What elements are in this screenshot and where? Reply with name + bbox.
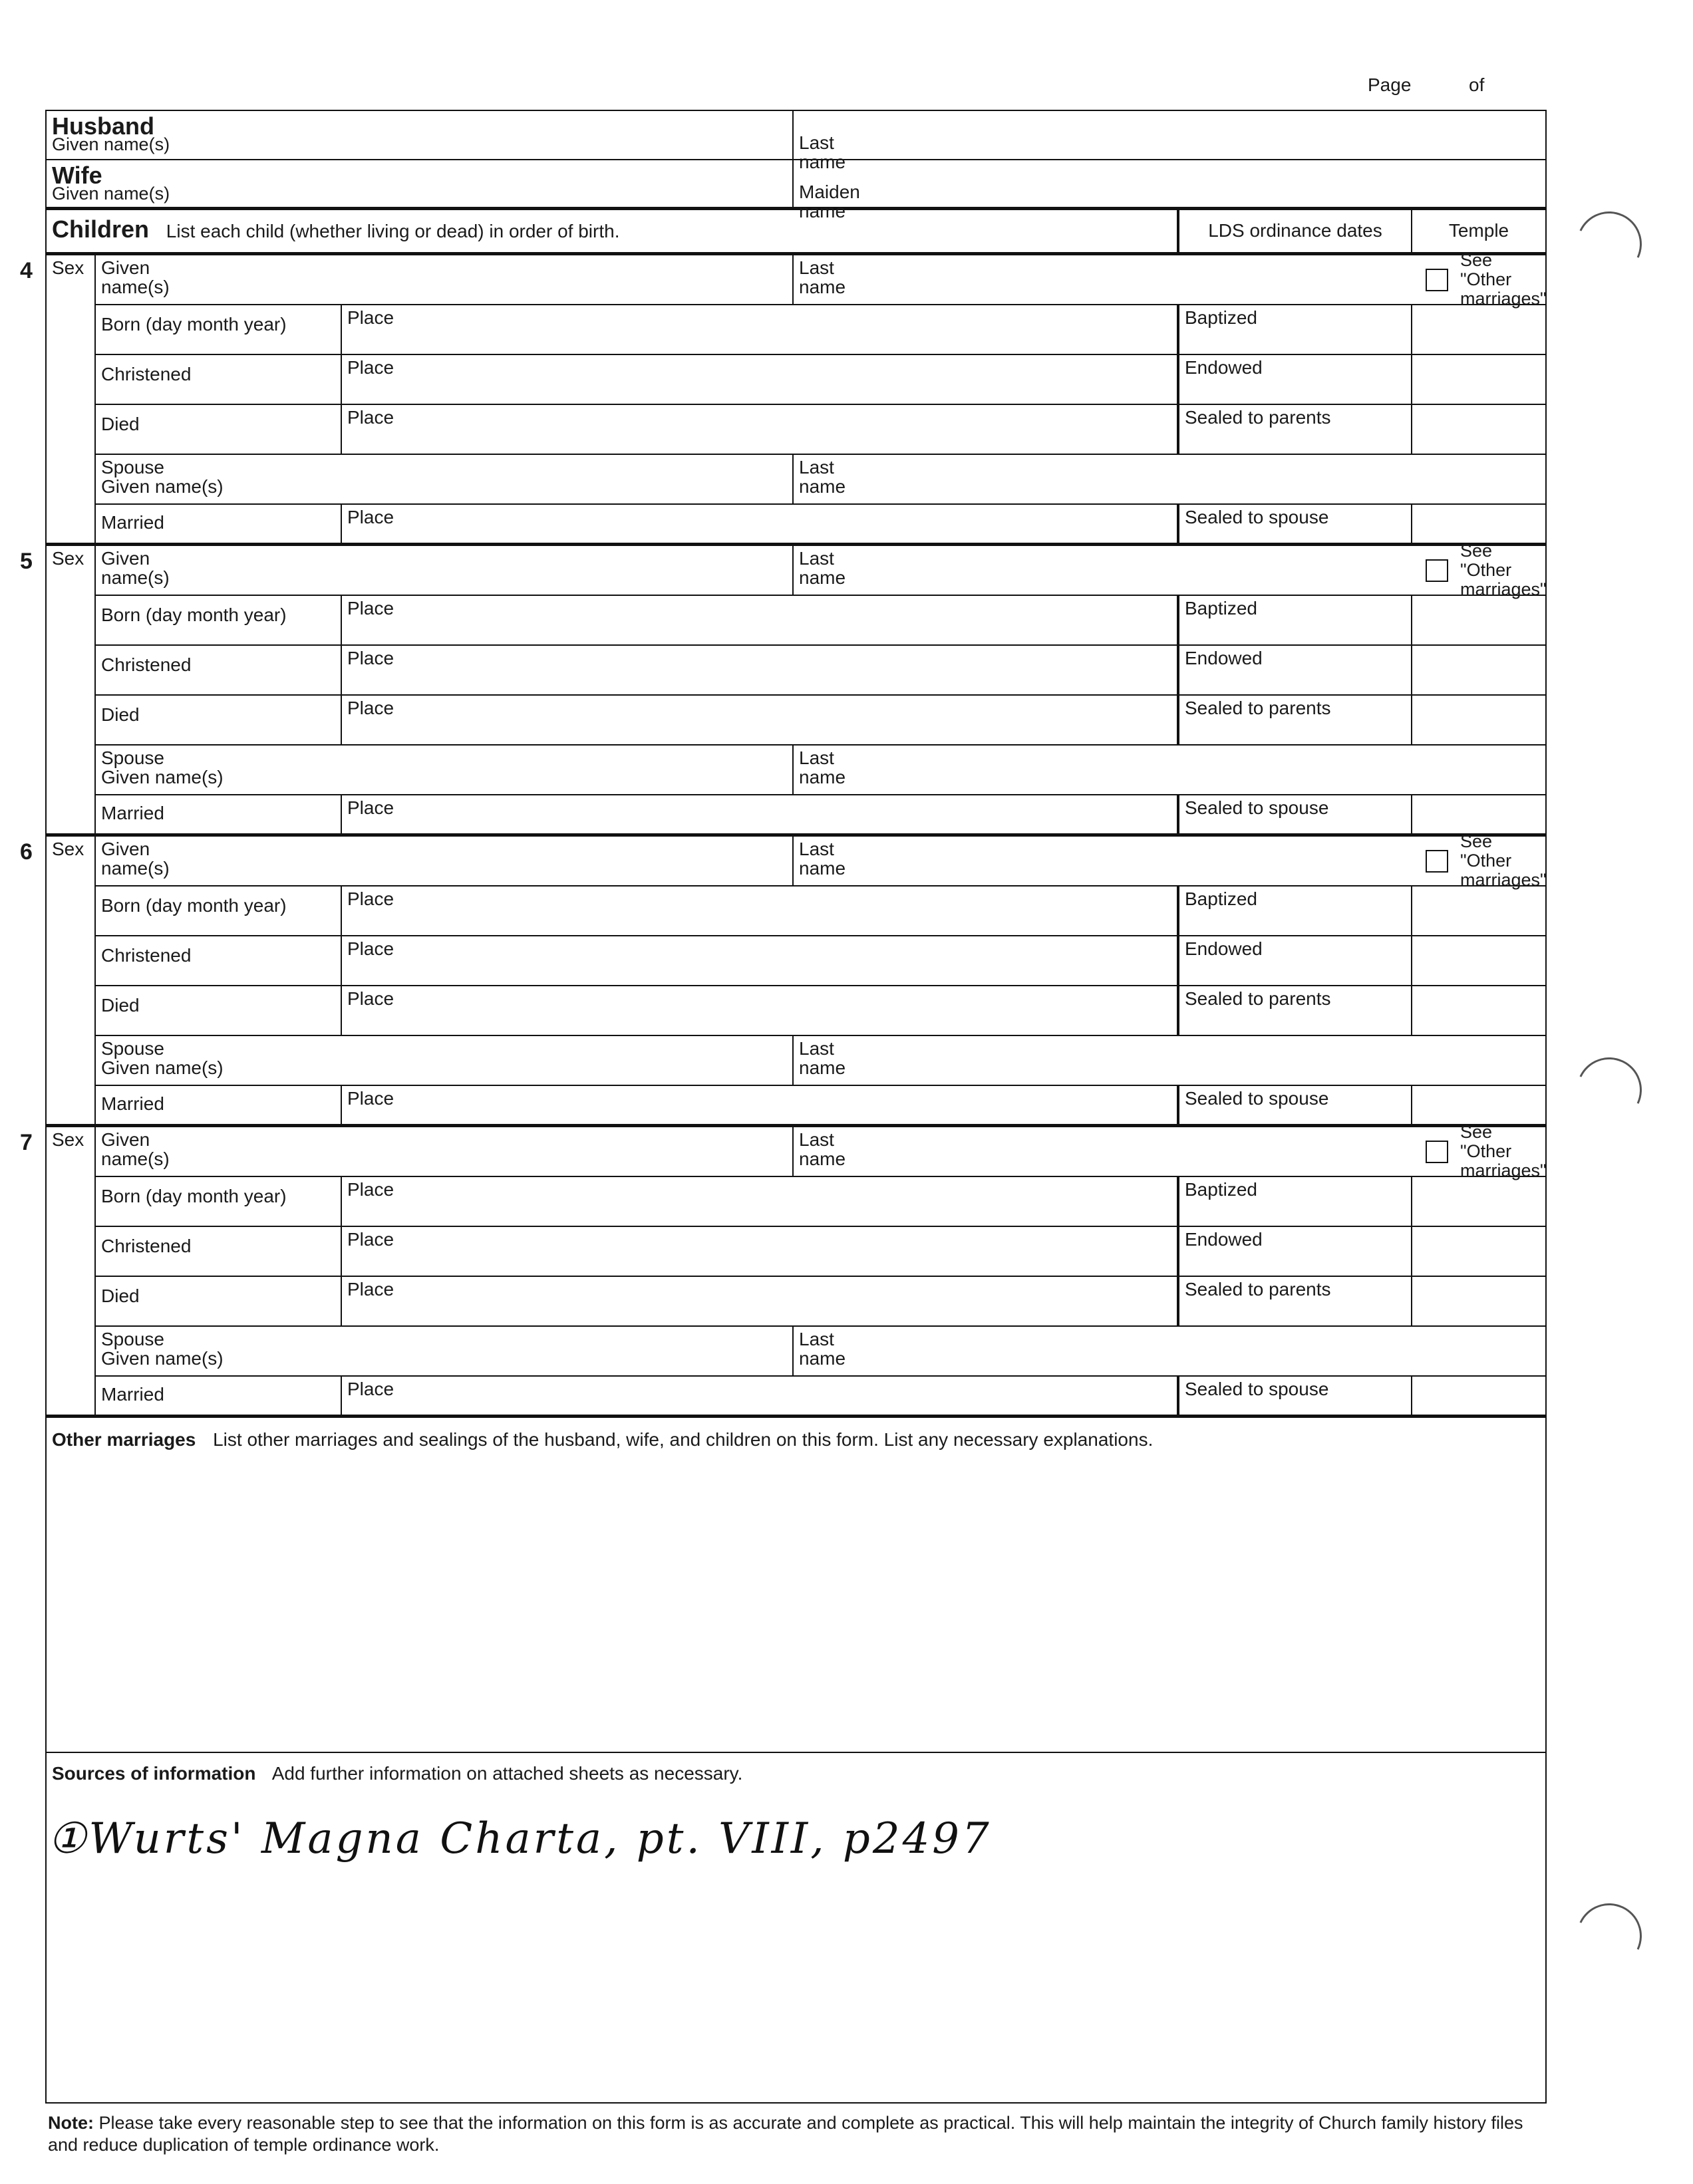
sealed_parents-date-field[interactable]: Sealed to parents: [1179, 405, 1412, 455]
hole-punch: [1567, 1894, 1651, 1978]
christened-place-field[interactable]: Place: [342, 355, 1179, 405]
husband-given-label: Given name(s): [52, 134, 170, 154]
christened-place-field[interactable]: Place: [342, 646, 1179, 696]
spouse-last-field[interactable]: Last name: [794, 1327, 1545, 1377]
family-group-form: [20, 110, 1547, 2104]
died-place-field[interactable]: Place: [342, 986, 1179, 1036]
died-place-field[interactable]: Place: [342, 1277, 1179, 1327]
note-label: Note:: [48, 2113, 94, 2133]
see-other-label: See "Other marriages": [1460, 831, 1547, 890]
born-field[interactable]: Born (day month year): [96, 887, 342, 936]
married-place-field[interactable]: Place: [342, 505, 1179, 546]
sealed_parents-date-field[interactable]: Sealed to parents: [1179, 986, 1412, 1036]
endowed-date-field[interactable]: Endowed: [1179, 936, 1412, 986]
wife-maiden-field[interactable]: [794, 160, 1545, 221]
christened-field[interactable]: Christened: [96, 936, 342, 986]
page-label: Page: [1368, 74, 1412, 95]
married-field[interactable]: Married: [96, 505, 342, 546]
spouse-last-field[interactable]: Last name: [794, 746, 1545, 795]
sealed_parents-temple-field[interactable]: [1412, 696, 1545, 746]
hole-punch: [1567, 1048, 1651, 1132]
children-instructions: List each child (whether living or dead) in order of birth.: [166, 221, 620, 241]
child-block: [20, 250, 1547, 546]
sealed-spouse-date-field[interactable]: Sealed to spouse: [1179, 1086, 1412, 1127]
born-place-field[interactable]: Place: [342, 596, 1179, 646]
sources-section[interactable]: [47, 1753, 1545, 2103]
child-last-field[interactable]: Last name: [794, 546, 1412, 596]
christened-place-field[interactable]: Place: [342, 936, 1179, 986]
child-given-field[interactable]: Given name(s): [96, 1127, 794, 1177]
see-other-checkbox[interactable]: [1426, 1141, 1448, 1163]
see-other-marriages[interactable]: [1412, 831, 1547, 890]
sealed-spouse-date-field[interactable]: Sealed to spouse: [1179, 505, 1412, 546]
other-marriages-section[interactable]: [47, 1419, 1545, 1753]
hole-punch: [1567, 202, 1651, 286]
married-place-field[interactable]: Place: [342, 1377, 1179, 1418]
child-block: [20, 1122, 1547, 1418]
child-number: 4: [20, 258, 33, 283]
endowed-temple-field[interactable]: [1412, 646, 1545, 696]
other-marriages-instructions: List other marriages and sealings of the husband, wife, and children on this form. List any necessary explanations.: [213, 1429, 1154, 1450]
married-field[interactable]: Married: [96, 1086, 342, 1127]
endowed-date-field[interactable]: Endowed: [1179, 1227, 1412, 1277]
child-number: 7: [20, 1130, 33, 1155]
children-title: Children: [52, 215, 150, 243]
child-given-field[interactable]: Given name(s): [96, 837, 794, 887]
child-given-field[interactable]: Given name(s): [96, 255, 794, 305]
child-number: 6: [20, 839, 33, 865]
born-place-field[interactable]: Place: [342, 1177, 1179, 1227]
child-given-field[interactable]: Given name(s): [96, 546, 794, 596]
children-header: [47, 210, 1179, 255]
sealed_parents-temple-field[interactable]: [1412, 986, 1545, 1036]
wife-given-label: Given name(s): [52, 184, 170, 204]
sealed-spouse-temple-field[interactable]: [1412, 505, 1545, 546]
baptized-date-field[interactable]: Baptized: [1179, 596, 1412, 646]
baptized-date-field[interactable]: Baptized: [1179, 1177, 1412, 1227]
spouse-given-field[interactable]: Spouse Given name(s): [96, 1327, 794, 1377]
baptized-temple-field[interactable]: [1412, 305, 1545, 355]
baptized-temple-field[interactable]: [1412, 887, 1545, 936]
sealed_parents-date-field[interactable]: Sealed to parents: [1179, 1277, 1412, 1327]
married-place-field[interactable]: Place: [342, 1086, 1179, 1127]
child-last-field[interactable]: Last name: [794, 1127, 1412, 1177]
married-place-field[interactable]: Place: [342, 795, 1179, 837]
child-last-field[interactable]: Last name: [794, 837, 1412, 887]
see-other-checkbox[interactable]: [1426, 850, 1448, 873]
born-field[interactable]: Born (day month year): [96, 1177, 342, 1227]
lds-ordinance-header: LDS ordinance dates: [1179, 210, 1412, 255]
endowed-date-field[interactable]: Endowed: [1179, 355, 1412, 405]
spouse-given-field[interactable]: Spouse Given name(s): [96, 455, 794, 505]
sealed_parents-temple-field[interactable]: [1412, 1277, 1545, 1327]
spouse-given-field[interactable]: Spouse Given name(s): [96, 1036, 794, 1086]
sealed-spouse-date-field[interactable]: Sealed to spouse: [1179, 795, 1412, 837]
born-place-field[interactable]: Place: [342, 305, 1179, 355]
husband-given-field[interactable]: [47, 111, 794, 160]
sealed-spouse-temple-field[interactable]: [1412, 795, 1545, 837]
endowed-temple-field[interactable]: [1412, 1227, 1545, 1277]
died-field[interactable]: Died: [96, 986, 342, 1036]
baptized-date-field[interactable]: Baptized: [1179, 305, 1412, 355]
husband-last-field[interactable]: [794, 111, 1545, 172]
baptized-temple-field[interactable]: [1412, 596, 1545, 646]
sources-title: Sources of information: [52, 1763, 256, 1784]
wife-title: Wife: [52, 162, 102, 189]
sources-instructions: Add further information on attached sheets as necessary.: [271, 1763, 743, 1784]
died-place-field[interactable]: Place: [342, 696, 1179, 746]
footer-note: [48, 2112, 1545, 2156]
sealed-spouse-temple-field[interactable]: [1412, 1377, 1545, 1418]
endowed-date-field[interactable]: Endowed: [1179, 646, 1412, 696]
wife-given-field[interactable]: [47, 160, 794, 210]
sealed_parents-date-field[interactable]: Sealed to parents: [1179, 696, 1412, 746]
see-other-marriages[interactable]: [1412, 250, 1547, 309]
child-block: [20, 541, 1547, 837]
endowed-temple-field[interactable]: [1412, 936, 1545, 986]
see-other-checkbox[interactable]: [1426, 559, 1448, 582]
died-field[interactable]: Died: [96, 405, 342, 455]
spouse-last-field[interactable]: Last name: [794, 455, 1545, 505]
sealed-spouse-date-field[interactable]: Sealed to spouse: [1179, 1377, 1412, 1418]
died-field[interactable]: Died: [96, 696, 342, 746]
sex-field[interactable]: Sex: [47, 255, 96, 546]
child-last-field[interactable]: Last name: [794, 255, 1412, 305]
born-place-field[interactable]: Place: [342, 887, 1179, 936]
died-place-field[interactable]: Place: [342, 405, 1179, 455]
child-block: [20, 831, 1547, 1127]
christened-place-field[interactable]: Place: [342, 1227, 1179, 1277]
see-other-marriages[interactable]: [1412, 541, 1547, 599]
christened-field[interactable]: Christened: [96, 355, 342, 405]
christened-field[interactable]: Christened: [96, 646, 342, 696]
see-other-checkbox[interactable]: [1426, 269, 1448, 291]
of-label: of: [1469, 74, 1485, 95]
married-field[interactable]: Married: [96, 1377, 342, 1418]
see-other-label: See "Other marriages": [1460, 541, 1547, 599]
died-field[interactable]: Died: [96, 1277, 342, 1327]
husband-title: Husband: [52, 112, 155, 140]
sealed-spouse-temple-field[interactable]: [1412, 1086, 1545, 1127]
spouse-last-field[interactable]: Last name: [794, 1036, 1545, 1086]
sex-field[interactable]: Sex: [47, 546, 96, 837]
born-field[interactable]: Born (day month year): [96, 596, 342, 646]
endowed-temple-field[interactable]: [1412, 355, 1545, 405]
see-other-label: See "Other marriages": [1460, 1122, 1547, 1180]
baptized-temple-field[interactable]: [1412, 1177, 1545, 1227]
sex-field[interactable]: Sex: [47, 837, 96, 1127]
born-field[interactable]: Born (day month year): [96, 305, 342, 355]
temple-header: Temple: [1412, 210, 1545, 255]
spouse-given-field[interactable]: Spouse Given name(s): [96, 746, 794, 795]
see-other-marriages[interactable]: [1412, 1122, 1547, 1180]
wife-maiden-label: Maiden name: [799, 182, 860, 221]
handwritten-source-entry: ①Wurts' Magna Charta, pt. VIII, p2497: [48, 1814, 992, 1863]
sealed_parents-temple-field[interactable]: [1412, 405, 1545, 455]
see-other-label: See "Other marriages": [1460, 250, 1547, 309]
child-number: 5: [20, 549, 33, 574]
other-marriages-title: Other marriages: [52, 1429, 196, 1450]
sex-field[interactable]: Sex: [47, 1127, 96, 1418]
married-field[interactable]: Married: [96, 795, 342, 837]
husband-last-label: Last name: [799, 132, 846, 172]
baptized-date-field[interactable]: Baptized: [1179, 887, 1412, 936]
note-text: Please take every reasonable step to see that the information on this form is as accurate and complete as practical. This will help maintain the integrity of Church family history files and reduce duplication of temple ordinance work.: [48, 2113, 1523, 2155]
christened-field[interactable]: Christened: [96, 1227, 342, 1277]
